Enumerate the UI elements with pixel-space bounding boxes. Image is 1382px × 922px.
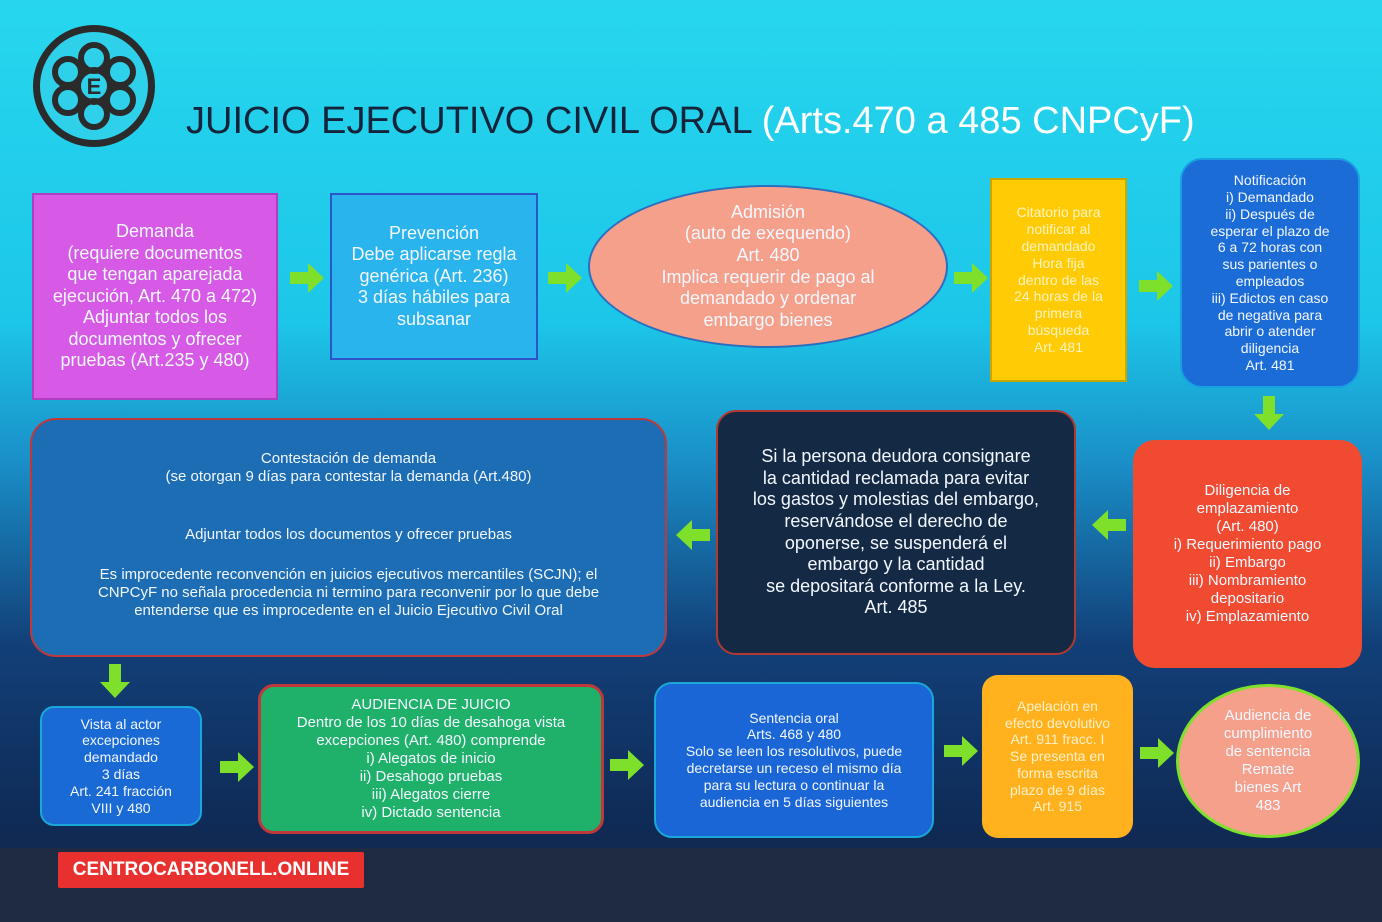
box-apelacion: Apelación en efecto devolutivo Art. 911 fracc. I Se presenta en forma escrita plazo de 9 días Art. 915 (982, 675, 1133, 838)
arrow-right-icon (1136, 271, 1176, 301)
contestacion-title: Contestación de demanda (se otorgan 9 días para contestar la demanda (Art.480) (165, 450, 532, 485)
arrow-down-icon (100, 664, 130, 698)
flower-logo-icon (40, 32, 148, 140)
contestacion-reconvencion: Es improcedente reconvención en juicios ejecutivos mercantiles (SCJN); el CNPCyF no señala procedencia ni termino para reconvenir por lo que debe entenderse que es improcedente en el Juicio Ejecutivo Civil Oral (97, 566, 600, 619)
arrow-right-icon (220, 752, 254, 782)
box-consignacion: Si la persona deudora consignare la cantidad reclamada para evitar los gastos y molestias del embargo, reservándose el derecho de oponerse, se suspenderá el embargo y la cantidad se depositará conforme a la Ley. Art. 485 (716, 410, 1076, 655)
arrow-right-icon (954, 263, 988, 293)
arrow-left-icon (676, 520, 710, 550)
box-vista: Vista al actor excepciones demandado 3 días Art. 241 fracción VIII y 480 (40, 706, 202, 826)
box-audiencia-juicio: AUDIENCIA DE JUICIO Dentro de los 10 días de desahoga vista excepciones (Art. 480) comprende i) Alegatos de inicio ii) Desahogo pruebas iii) Alegatos cierre iv) Dictado sentencia (258, 684, 604, 834)
arrow-right-icon (610, 750, 644, 780)
contestacion-adjuntar: Adjuntar todos los documentos y ofrecer pruebas (185, 526, 512, 543)
box-demanda: Demanda (requiere documentos que tengan aparejada ejecución, Art. 470 a 472) Adjuntar todos los documentos y ofrecer pruebas (Art.235 y 480) (32, 193, 278, 400)
arrow-left-icon (1092, 510, 1126, 540)
arrow-right-icon (1140, 738, 1174, 768)
box-notificacion: Notificación i) Demandado ii) Después de esperar el plazo de 6 a 72 horas con sus parientes o empleados iii) Edictos en caso de negativa para abrir o atender diligencia Art. 481 (1180, 158, 1360, 388)
box-cumplimiento: Audiencia de cumplimiento de sentencia Remate bienes Art 483 (1176, 684, 1360, 838)
svg-text:E: E (86, 74, 102, 99)
box-contestacion (30, 418, 667, 657)
arrow-right-icon (944, 736, 978, 766)
box-sentencia: Sentencia oral Arts. 468 y 480 Solo se leen los resolutivos, puede decretarse un receso el mismo día para su lectura o continuar la audiencia en 5 días siguientes (654, 682, 934, 838)
box-prevencion: Prevención Debe aplicarse regla genérica (Art. 236) 3 días hábiles para subsanar (330, 193, 538, 360)
arrow-down-icon (1254, 396, 1284, 430)
box-diligencia: Diligencia de emplazamiento (Art. 480) i) Requerimiento pago ii) Embargo iii) Nombramiento depositario iv) Emplazamiento (1133, 440, 1362, 668)
page-title: JUICIO EJECUTIVO CIVIL ORAL (Arts.470 a 485 CNPCyF) (186, 100, 1195, 142)
website-badge: CENTROCARBONELL.ONLINE (58, 852, 364, 888)
arrow-right-icon (548, 263, 582, 293)
box-citatorio: Citatorio para notificar al demandado Hora fija dentro de las 24 horas de la primera búsqueda Art. 481 (990, 178, 1127, 382)
arrow-right-icon (290, 263, 324, 293)
box-admision: Admisión (auto de exequendo) Art. 480 Implica requerir de pago al demandado y ordenar embargo bienes (588, 185, 948, 348)
logo (33, 25, 155, 147)
